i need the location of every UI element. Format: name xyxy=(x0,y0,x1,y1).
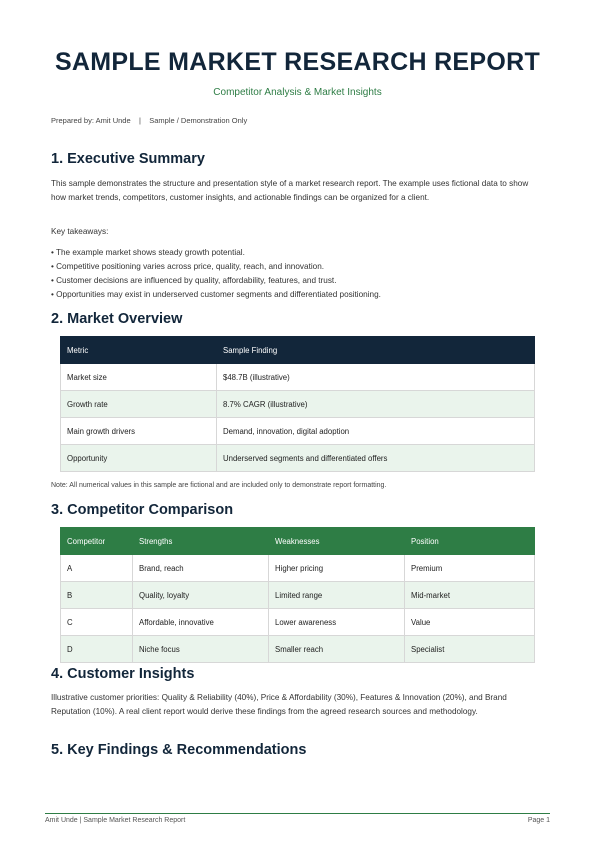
market-overview-heading: 2. Market Overview xyxy=(51,311,183,327)
table-cell: C xyxy=(61,609,133,636)
report-title: SAMPLE MARKET RESEARCH REPORT xyxy=(54,48,541,76)
key-findings-heading: 5. Key Findings & Recommendations xyxy=(51,742,307,758)
footer-divider xyxy=(45,813,550,814)
table-cell: D xyxy=(61,636,133,663)
column-header: Sample Finding xyxy=(217,337,535,364)
list-item: • The example market shows steady growth potential. xyxy=(51,248,245,257)
customer-insights-paragraph: Illustrative customer priorities: Quality & Reliability (40%), Price & Affordability (30%), Features & Innovation (20%), and Brand Reputation (10%). A real client report would derive these findings from the agreed research sources and methodology. xyxy=(51,693,507,716)
table-row xyxy=(61,445,535,472)
customer-insights-heading: 4. Customer Insights xyxy=(51,666,195,682)
prepared-by-line: Prepared by: Amit Unde | Sample / Demonstration Only xyxy=(51,116,248,125)
table-cell: Affordable, innovative xyxy=(133,609,269,636)
report-subtitle: Competitor Analysis & Market Insights xyxy=(213,87,382,98)
table-cell: B xyxy=(61,582,133,609)
column-header: Competitor xyxy=(61,528,133,555)
list-item: • Competitive positioning varies across price, quality, reach, and innovation. xyxy=(51,262,325,271)
list-item: • Customer decisions are influenced by quality, affordability, features, and trust. xyxy=(51,276,337,285)
table-cell: Lower awareness xyxy=(269,609,405,636)
table-cell: Premium xyxy=(405,555,535,582)
executive-summary-heading: 1. Executive Summary xyxy=(51,151,205,167)
footer-text: Amit Unde | Sample Market Research Report xyxy=(45,817,186,824)
market-overview-table xyxy=(60,336,535,472)
table-cell: Smaller reach xyxy=(269,636,405,663)
table-cell: Mid-market xyxy=(405,582,535,609)
table-cell: Brand, reach xyxy=(133,555,269,582)
page-number: Page 1 xyxy=(527,817,550,824)
table-row xyxy=(61,364,535,391)
competitor-comparison-table xyxy=(60,527,535,663)
table-row xyxy=(61,391,535,418)
table-cell: Opportunity xyxy=(61,445,217,472)
table-cell: $48.7B (illustrative) xyxy=(217,364,535,391)
market-note: Note: All numerical values in this sample are fictional and are included only to demonstrate report formatting. xyxy=(51,482,387,489)
table-cell: Value xyxy=(405,609,535,636)
table-cell: A xyxy=(61,555,133,582)
table-cell: 8.7% CAGR (illustrative) xyxy=(217,391,535,418)
executive-summary-paragraph: This sample demonstrates the structure and presentation style of a market research report. The example uses fictional data to show how market trends, competitors, customer insights, and actionable findings can be organized for a client. xyxy=(51,179,529,202)
table-cell: Limited range xyxy=(269,582,405,609)
table-cell: Specialist xyxy=(405,636,535,663)
table-row xyxy=(61,636,535,663)
table-row xyxy=(61,609,535,636)
list-item: • Opportunities may exist in underserved customer segments and differentiated positioning. xyxy=(51,290,381,299)
table-cell: Underserved segments and differentiated offers xyxy=(217,445,535,472)
table-cell: Quality, loyalty xyxy=(133,582,269,609)
table-row xyxy=(61,582,535,609)
table-cell: Higher pricing xyxy=(269,555,405,582)
column-header: Weaknesses xyxy=(269,528,405,555)
column-header: Strengths xyxy=(133,528,269,555)
table-header-row xyxy=(61,337,535,364)
table-header-row xyxy=(61,528,535,555)
competitor-comparison-heading: 3. Competitor Comparison xyxy=(51,502,234,518)
table-row xyxy=(61,418,535,445)
table-row xyxy=(61,555,535,582)
column-header: Position xyxy=(405,528,535,555)
table-cell: Main growth drivers xyxy=(61,418,217,445)
table-cell: Niche focus xyxy=(133,636,269,663)
table-cell: Demand, innovation, digital adoption xyxy=(217,418,535,445)
column-header: Metric xyxy=(61,337,217,364)
table-cell: Market size xyxy=(61,364,217,391)
table-cell: Growth rate xyxy=(61,391,217,418)
key-takeaways-list xyxy=(51,246,541,302)
key-takeaways-label: Key takeaways: xyxy=(51,227,109,236)
